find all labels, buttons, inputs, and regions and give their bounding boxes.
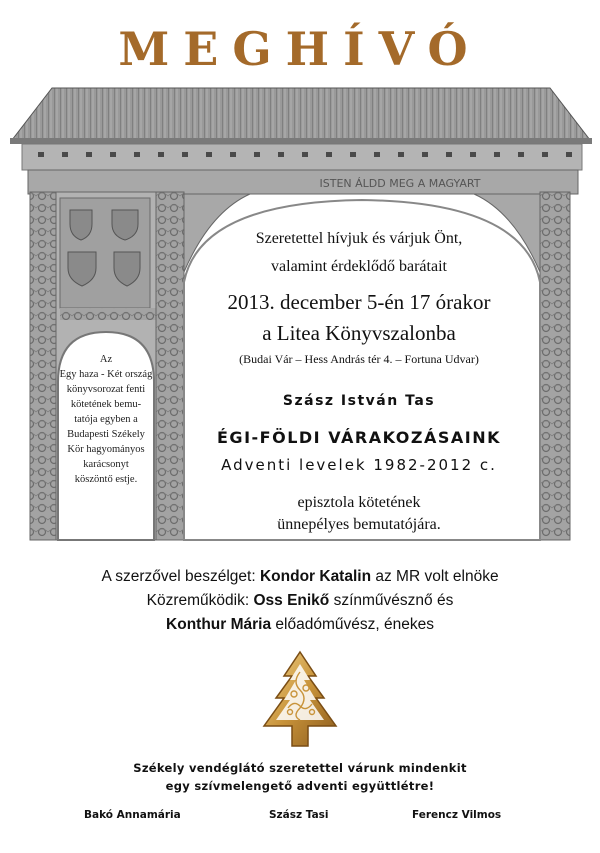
signature-name: Szász Tasi — [269, 809, 329, 821]
event-venue: a Litea Könyvszalonba — [262, 321, 456, 345]
side-note-line: karácsonyt — [83, 459, 129, 470]
side-note — [58, 352, 154, 487]
invitation-intro — [184, 225, 534, 281]
signature-name: Ferencz Vilmos — [412, 809, 502, 821]
moderator-name: Kondor Katalin — [259, 568, 372, 585]
side-note-line: tatója egyben a — [74, 414, 138, 425]
participant-line: A szerzővel beszélget: Kondor Katalin az MR volt elnöke — [101, 568, 499, 585]
christmas-tree-icon — [258, 650, 342, 750]
participant-line: Közreműködik: Oss Enikő színművésznő és — [146, 592, 454, 609]
desc-line-1: episztola kötetének — [297, 494, 421, 511]
gate-inscription: ISTEN ÁLDD MEG A MAGYART — [319, 177, 481, 190]
event-address: (Budai Vár – Hess András tér 4. – Fortuna Udvar) — [239, 352, 479, 366]
side-note-line: Budapesti Székely — [67, 429, 145, 440]
intro-line-2: valamint érdeklődő barátait — [271, 258, 447, 275]
side-note-line: Kör hagyományos — [67, 444, 145, 455]
closing-message — [0, 759, 600, 795]
closing-line-1: Székely vendéglátó szeretettel várunk mindenkit — [133, 761, 467, 775]
participants — [0, 565, 600, 637]
side-note-line: köszöntő estje. — [74, 474, 138, 485]
book-author: Szász István Tas — [282, 393, 436, 409]
side-note-line: könyvsorozat fenti — [66, 384, 146, 395]
page-title: MEGHÍVÓ — [118, 22, 482, 76]
desc-line-2: ünnepélyes bemutatójára. — [277, 516, 441, 533]
performer-name: Konthur Mária — [166, 616, 272, 633]
closing-line-2: egy szívmelengető adventi együttlétre! — [165, 779, 435, 793]
book-title: ÉGI-FÖLDI VÁRAKOZÁSAINK — [217, 428, 501, 447]
performer-name: Oss Enikő — [253, 592, 330, 609]
signature-name: Bakó Annamária — [84, 809, 181, 821]
book-description — [184, 492, 534, 536]
event-datetime: 2013. december 5-én 17 órakor — [227, 290, 491, 314]
book-subtitle: Adventi levelek 1982-2012 c. — [221, 456, 497, 474]
intro-line-1: Szeretettel hívjuk és várjuk Önt, — [255, 230, 463, 247]
side-note-line: Egy haza - Két ország — [59, 369, 153, 380]
side-note-line: kötetének bemu- — [70, 399, 142, 410]
participant-line: Konthur Mária előadóművész, énekes — [166, 616, 434, 633]
side-note-line: Az — [99, 354, 113, 365]
